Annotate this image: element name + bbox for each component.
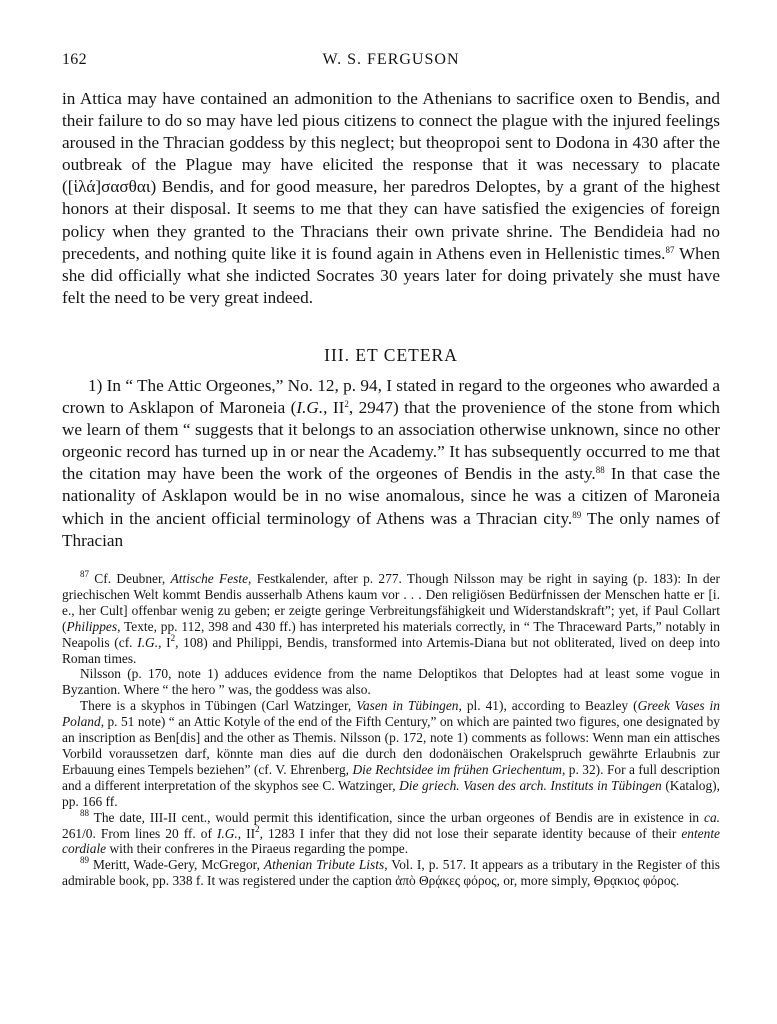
text-run: , II bbox=[237, 825, 256, 841]
greek-word: [ἱλά]σασθαι bbox=[67, 177, 151, 197]
body-paragraph-2 bbox=[62, 375, 720, 552]
title-italic: Athenian Tribute Lists bbox=[263, 857, 385, 873]
footnote-87-skyphos bbox=[62, 698, 720, 809]
footnote-ref-88[interactable]: 88 bbox=[595, 465, 605, 476]
text-run: (Katalog), pp. 166 ff. bbox=[62, 777, 720, 809]
text-run: with their confreres in the Piraeus regarding the pompe. bbox=[106, 841, 409, 857]
edition-superscript: 2 bbox=[344, 399, 349, 410]
citation-abbrev: I.G. bbox=[137, 634, 159, 650]
page-number: 162 bbox=[62, 51, 87, 68]
text-run: 1) In “ The Attic Orgeones,” No. 12, p. 94, I stated in regard to the orgeones who awarded a crown to Asklapon of Maroneia ( bbox=[62, 376, 720, 418]
text-run: , Texte, pp. 112, 398 and 430 ff.) has interpreted his materials correctly, in “ The Thraceward Parts,” notably in Neapolis (cf. bbox=[62, 618, 720, 650]
text-run: , pl. 41), according to Beazley ( bbox=[458, 698, 638, 714]
text-run: . bbox=[675, 873, 680, 889]
edition-superscript: 2 bbox=[170, 632, 176, 643]
text-run: , or, more simply, bbox=[496, 873, 594, 889]
text-run: When she did officially what she indicted Socrates 30 years later for doing privately she must have felt the need to be very great indeed. bbox=[62, 243, 720, 307]
running-title: W. S. FERGUSON bbox=[322, 51, 460, 68]
footnote-89 bbox=[62, 857, 720, 889]
footnote-ref-87[interactable]: 87 bbox=[665, 244, 675, 255]
page-header bbox=[62, 51, 720, 73]
text-run: The date, III-II cent., would permit this identification, since the urban orgeones of Bendis are in existence in bbox=[89, 809, 704, 825]
citation-abbrev: I.G. bbox=[296, 398, 324, 418]
title-italic: Attische Feste bbox=[170, 571, 249, 586]
greek-phrase: ἀπὸ Θρᾴκες φόρος bbox=[395, 873, 497, 889]
title-italic: Die griech. Vasen des arch. Instituts in Tübingen bbox=[399, 777, 662, 793]
greek-phrase: Θρᾳκιος φόρος bbox=[593, 873, 676, 889]
footnote-88 bbox=[62, 807, 720, 858]
citation-abbrev: I.G. bbox=[216, 825, 238, 841]
text-run: , p. 32). For a full description and a different interpretation of the skyphos see C. Watzinger, bbox=[62, 761, 720, 793]
footnote-mark: 89 bbox=[80, 855, 89, 866]
text-run: Cf. Deubner, bbox=[89, 571, 171, 586]
text-run: , 2947) that the provenience of the stone from which we learn of them “ suggests that it belongs to an association otherwise unknown, since no other orgeonic record has turned up in or near the Academy.” It has subsequently occurred to me that the citation may have been the work of the orgeones of Bendis in the asty. bbox=[62, 398, 720, 484]
body-paragraph-1 bbox=[62, 88, 720, 309]
text-run: , 108) and Philippi, Bendis, transformed into Artemis-Diana but not obliterated, lived on deep into Roman times. bbox=[62, 634, 720, 666]
footnote-mark: 88 bbox=[80, 807, 89, 818]
footnote-87 bbox=[62, 571, 720, 666]
text-run: 261/0. From lines 20 ff. of bbox=[62, 825, 217, 841]
paragraph-text bbox=[62, 88, 720, 309]
text-run: , I bbox=[158, 634, 171, 650]
text-run: , II bbox=[323, 398, 345, 418]
text-run: In that case the nationality of Asklapon would be in no wise anomalous, since he was a citizen of Maroneia which in the ancient official terminology of Athens was a Thracian city. bbox=[62, 464, 720, 528]
text-run: ) Bendis, and for good measure, her paredros Deloptes, by a grant of the highest honors at their disposal. It seems to me that they can have satisfied the exigencies of foreign policy when they granted to the Thracians their own private shrine. The Bendideia had no precedents, and nothing quite like it is found again in Athens even in Hellenistic times. bbox=[62, 177, 720, 263]
paragraph-text bbox=[62, 375, 720, 552]
text-run: The only names of Thracian bbox=[62, 508, 720, 550]
title-italic: Greek Vases in Poland bbox=[62, 698, 720, 730]
abbrev-italic: ca. bbox=[704, 809, 720, 825]
section-heading: III. ET CETERA bbox=[324, 345, 458, 365]
edition-superscript: 2 bbox=[255, 823, 260, 834]
title-italic: Die Rechtsidee im frühen Griechentum bbox=[352, 761, 562, 777]
footnote-ref-89[interactable]: 89 bbox=[572, 509, 582, 520]
text-run: There is a skyphos in Tübingen (Carl Watzinger, bbox=[80, 698, 357, 714]
text-run: , p. 51 note) “ an Attic Kotyle of the end of the Fifth Century,” on which are painted two figures, one designated by an inscription as Ben[dis] and the other as Themis. Nilsson (p. 172, note 1) comments as follows: Wenn man ein attisches Vorbild voraussetzen darf, könnte man dies auf die durch den dodonäischen Orakelspruch gewährte Erlaubnis zur Erbauung eines Tempels beziehen” (cf. V. Ehrenberg, bbox=[62, 714, 720, 777]
text-run: Meritt, Wade-Gery, McGregor, bbox=[89, 857, 264, 873]
text-run: in Attica may have contained an admonition to the Athenians to sacrifice oxen to Bendis, and their failure to do so may have led pious citizens to connect the plague with the injured feelings aroused in the Thracian goddess by this neglect; but theopropoi sent to Dodona in 430 after the outbreak of the Plague may have elicited the response that it was necessary to placate ( bbox=[62, 89, 720, 197]
footnote-87-continued: Nilsson (p. 170, note 1) adduces evidence from the name Deloptikos that Deloptes had at least some vogue in Byzantion. Where “ the hero ” was, the goddess was also. bbox=[62, 666, 720, 698]
footnote-mark: 87 bbox=[80, 569, 89, 579]
text-run: , Festkalender, after p. 277. Though Nilsson may be right in saying (p. 183): In der griechischen Welt kommt Bendis ausserhalb Athens kaum vor . . . Den religiösen Bedürfnissen der Menschen hatte er [i. e., her Cult] offenbar wenig zu geben; er zeigte geringe Verbreitungsfähigkeit und Widerstandskraft”; yet, if Paul Collart ( bbox=[62, 571, 721, 634]
title-italic: Vasen in Tübingen bbox=[356, 698, 459, 714]
phrase-italic: entente cordiale bbox=[62, 825, 720, 857]
text-run: , Vol. I, p. 517. It appears as a tributary in the Register of this admirable book, pp. 338 f. It was registered under the caption bbox=[62, 857, 721, 889]
text-run: , 1283 I infer that they did not lose their separate identity because of their bbox=[259, 825, 682, 841]
title-italic: Philippes bbox=[66, 618, 118, 634]
footnotes bbox=[62, 571, 720, 889]
